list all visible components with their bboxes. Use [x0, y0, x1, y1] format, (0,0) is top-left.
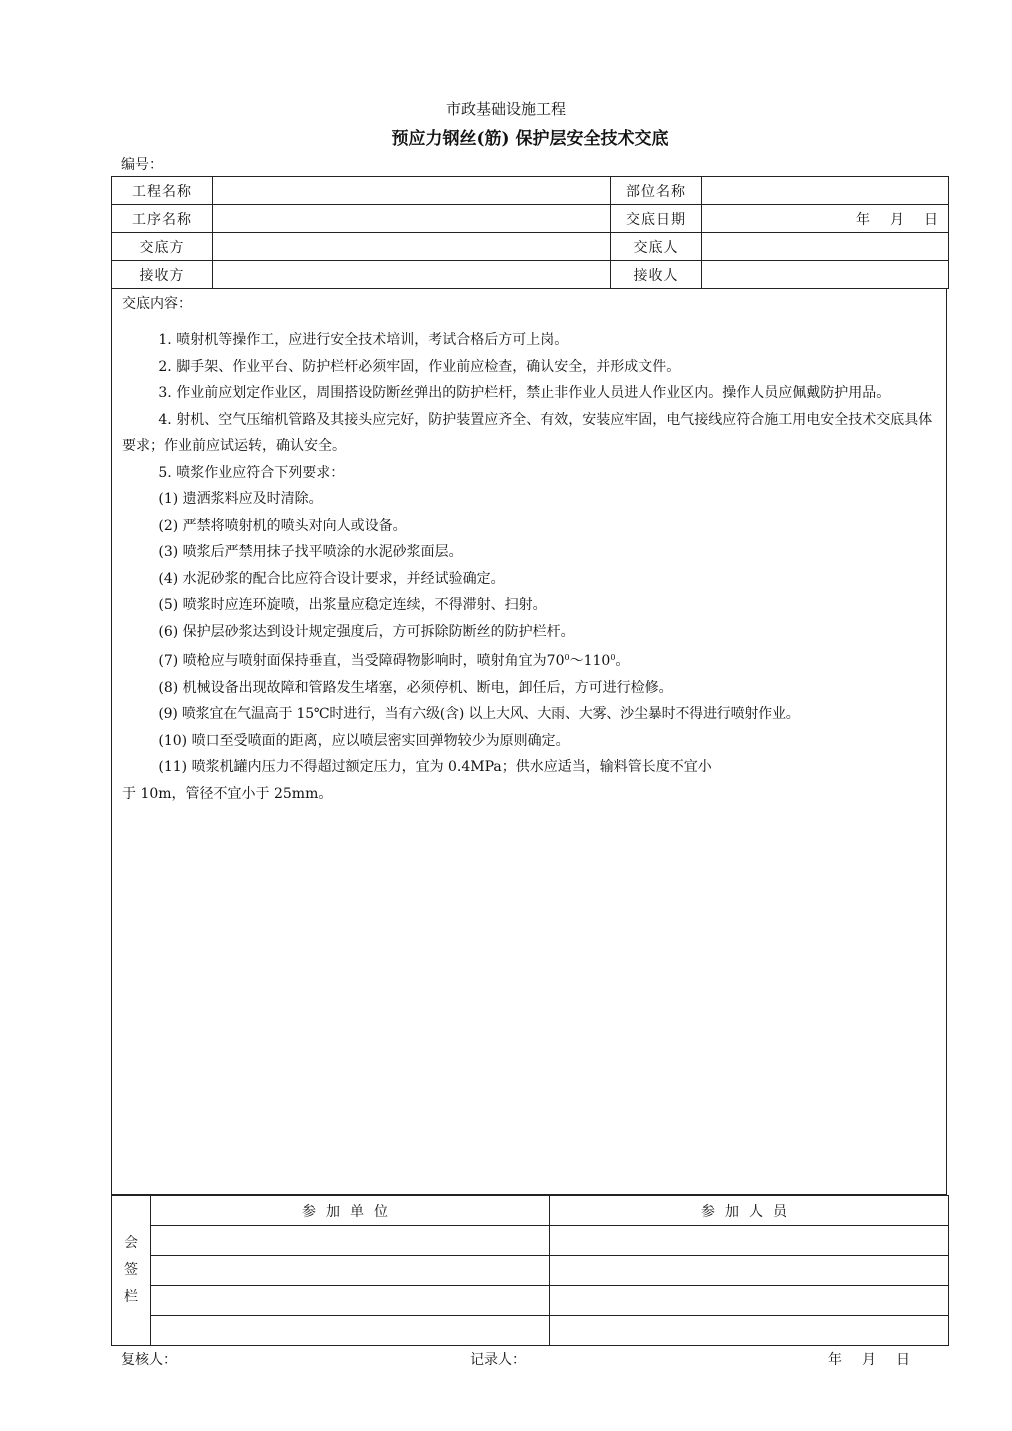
content-subitem-5: (5) 喷浆时应连环旋喷，出浆量应稳定连续，不得滞射、扫射。: [158, 597, 547, 613]
part-name-field[interactable]: [702, 177, 949, 205]
content-subitem-3: (3) 喷浆后严禁用抹子找平喷涂的水泥砂浆面层。: [158, 544, 463, 560]
content-subitem-7: [122, 645, 944, 675]
participating-persons-header: 参加人员: [550, 1196, 949, 1226]
person-cell[interactable]: [550, 1256, 949, 1286]
process-name-field[interactable]: [213, 205, 611, 233]
content-subitem-6: (6) 保护层砂浆达到设计规定强度后，方可拆除防断丝的防护栏杆。: [158, 623, 575, 640]
content-subitem-2: (2) 严禁将喷射机的喷头对向人或设备。: [158, 517, 407, 534]
signoff-row: [112, 1316, 949, 1346]
signoff-char-3: 栏: [124, 1289, 138, 1305]
signoff-row: [112, 1286, 949, 1316]
angle-separator: ～: [569, 653, 584, 669]
document-title: 预应力钢丝(筋) 保护层安全技术交底: [391, 129, 669, 149]
content-item-2: 2. 脚手架、作业平台、防护栏杆必须牢固，作业前应检查，确认安全，并形成文件。: [158, 358, 681, 375]
content-item-4: 4. 射机、空气压缩机管路及其接头应完好，防护装置应齐全、有效，安装应牢固，电气接线应符合施工用电安全技术交底具体要求；作业前应试运转，确认安全。: [122, 411, 933, 454]
subitem-7-text: (7) 喷枪应与喷射面保持垂直，当受障碍物影响时，喷射角宜为: [158, 653, 547, 669]
content-subitem-9: (9) 喷浆宜在气温高于 15℃时进行，当有六级(含) 以上大风、大雨、大雾、沙尘暴时不得进行喷射作业。: [158, 706, 800, 722]
signoff-row: [112, 1226, 949, 1256]
unit-cell[interactable]: [151, 1316, 550, 1346]
receiver-person-field[interactable]: [702, 261, 949, 289]
project-name-label: 工程名称: [112, 177, 213, 205]
receiver-party-label: 接收方: [112, 261, 213, 289]
recorder-label: 记录人：: [470, 1352, 526, 1368]
info-row-receiver: [112, 261, 949, 289]
signoff-row: [112, 1256, 949, 1286]
project-name-field[interactable]: [213, 177, 611, 205]
info-row-project: [112, 177, 949, 205]
content-subitem-10: (10) 喷口至受喷面的距离，应以喷层密实回弹物较少为原则确定。: [158, 732, 570, 749]
info-table: [111, 176, 949, 289]
part-name-label: 部位名称: [611, 177, 702, 205]
document-subtitle: 市政基础设施工程: [445, 100, 566, 118]
content-item-5: 5. 喷浆作业应符合下列要求：: [158, 464, 345, 481]
signoff-table: [111, 1195, 949, 1346]
date-month: 月: [890, 211, 906, 228]
participating-units-header: 参加单位: [151, 1196, 550, 1226]
info-row-giver: [112, 233, 949, 261]
giver-person-label: 交底人: [611, 233, 702, 261]
degree-sup-1: 0: [564, 653, 570, 662]
footer-month: 月: [862, 1352, 876, 1368]
content-subitem-8: (8) 机械设备出现故障和管路发生堵塞，必须停机、断电，卸任后，方可进行检修。: [158, 679, 673, 696]
receiver-party-field[interactable]: [213, 261, 611, 289]
process-name-label: 工序名称: [112, 205, 213, 233]
signoff-char-1: 会: [124, 1235, 138, 1251]
content-paragraphs: [122, 327, 944, 807]
reviewer-label: 复核人：: [121, 1352, 177, 1368]
content-subitem-1: (1) 遗洒浆料应及时清除。: [158, 491, 323, 507]
person-cell[interactable]: [550, 1286, 949, 1316]
angle-min-value: 70: [546, 653, 565, 669]
signoff-header-row: [112, 1196, 949, 1226]
signoff-char-2: 签: [124, 1262, 138, 1278]
degree-sup-2: 0: [610, 653, 616, 662]
handover-content-box: [111, 289, 947, 1195]
unit-cell[interactable]: [151, 1286, 550, 1316]
date-year: 年: [856, 211, 872, 228]
date-day: 日: [924, 211, 940, 228]
unit-cell[interactable]: [151, 1256, 550, 1286]
content-subitem-4: (4) 水泥砂浆的配合比应符合设计要求，并经试验确定。: [158, 570, 505, 587]
footer-day: 日: [896, 1352, 910, 1368]
document-number-label: 编号：: [121, 157, 163, 173]
person-cell[interactable]: [550, 1316, 949, 1346]
content-subitem-11-continued: 于 10m，管径不宜小于 25mm。: [122, 785, 333, 802]
unit-cell[interactable]: [151, 1226, 550, 1256]
giver-party-field[interactable]: [213, 233, 611, 261]
footer-year: 年: [828, 1352, 842, 1368]
content-item-1: 1. 喷射机等操作工，应进行安全技术培训，考试合格后方可上岗。: [158, 332, 569, 348]
angle-max-value: 110: [583, 653, 611, 669]
content-item-3: 3. 作业前应划定作业区，周围搭设防断丝弹出的防护栏杆，禁止非作业人员进人作业区内。操作人员应佩戴防护用品。: [158, 385, 891, 401]
person-cell[interactable]: [550, 1226, 949, 1256]
giver-party-label: 交底方: [112, 233, 213, 261]
handover-date-label: 交底日期: [611, 205, 702, 233]
handover-date-field[interactable]: [702, 205, 949, 233]
subitem-7-end: 。: [615, 653, 630, 669]
giver-person-field[interactable]: [702, 233, 949, 261]
info-row-process: [112, 205, 949, 233]
receiver-person-label: 接收人: [611, 261, 702, 289]
content-subitem-11: (11) 喷浆机罐内压力不得超过额定压力，宜为 0.4MPa；供水应适当，输料管长度不宜小: [158, 759, 712, 775]
content-heading: 交底内容：: [122, 296, 192, 312]
signoff-side-label: [112, 1196, 151, 1346]
